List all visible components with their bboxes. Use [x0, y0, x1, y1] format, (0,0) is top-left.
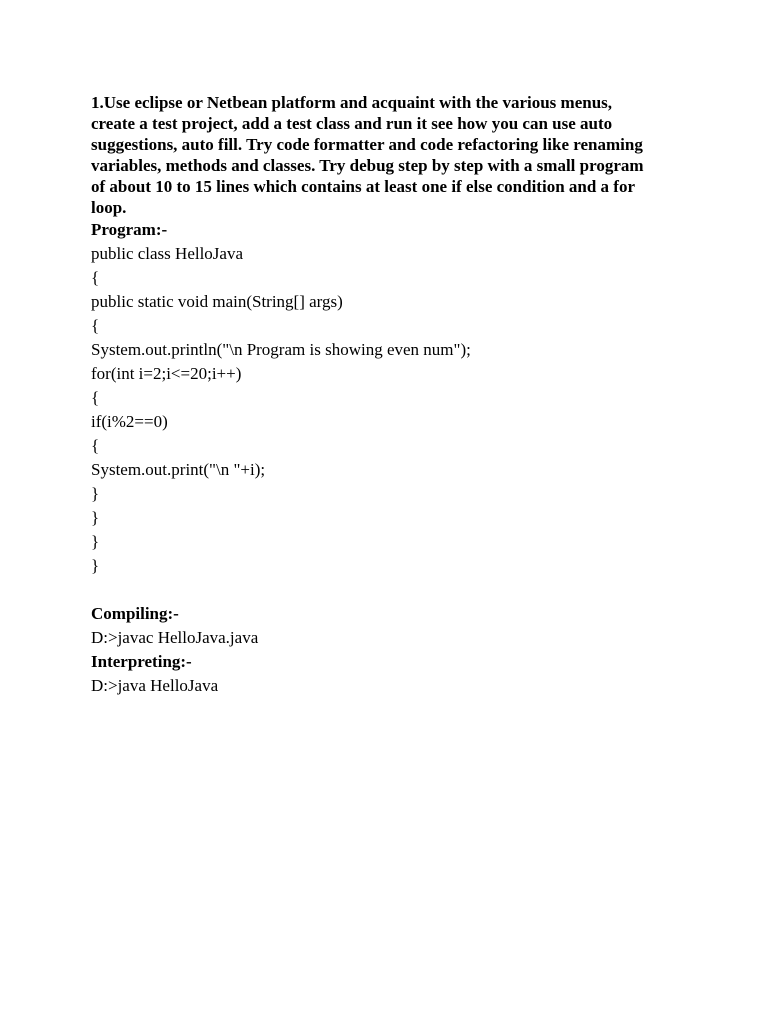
code-line: }: [91, 508, 100, 527]
code-line: {: [91, 436, 100, 455]
run-command: D:>java HelloJava: [91, 676, 219, 695]
blank-line: [91, 578, 681, 602]
code-line: }: [91, 556, 100, 575]
question-line: 1.Use eclipse or Netbean platform and acquaint with the various menus,: [91, 93, 613, 112]
code-line: System.out.println("\n Program is showing even num");: [91, 340, 471, 359]
compiling-heading: Compiling:-: [91, 604, 179, 623]
interpreting-heading: Interpreting:-: [91, 652, 192, 671]
code-line: if(i%2==0): [91, 412, 168, 431]
code-line: {: [91, 268, 100, 287]
code-line: for(int i=2;i<=20;i++): [91, 364, 242, 383]
question-text: [91, 92, 681, 218]
question-line: variables, methods and classes. Try debug step by step with a small program: [91, 156, 644, 175]
code-line: public class HelloJava: [91, 244, 244, 263]
code-line: public static void main(String[] args): [91, 292, 343, 311]
question-line: loop.: [91, 198, 127, 217]
question-line: of about 10 to 15 lines which contains at least one if else condition and a for: [91, 177, 636, 196]
code-line: {: [91, 316, 100, 335]
question-line: create a test project, add a test class and run it see how you can use auto: [91, 114, 613, 133]
code-line: {: [91, 388, 100, 407]
code-line: System.out.print("\n "+i);: [91, 460, 266, 479]
compile-command: D:>javac HelloJava.java: [91, 628, 259, 647]
code-line: }: [91, 532, 100, 551]
program-code-block: [91, 242, 681, 578]
document-content: [91, 92, 681, 698]
program-heading: Program:-: [91, 220, 168, 239]
code-line: }: [91, 484, 100, 503]
question-line: suggestions, auto fill. Try code formatter and code refactoring like renaming: [91, 135, 643, 154]
